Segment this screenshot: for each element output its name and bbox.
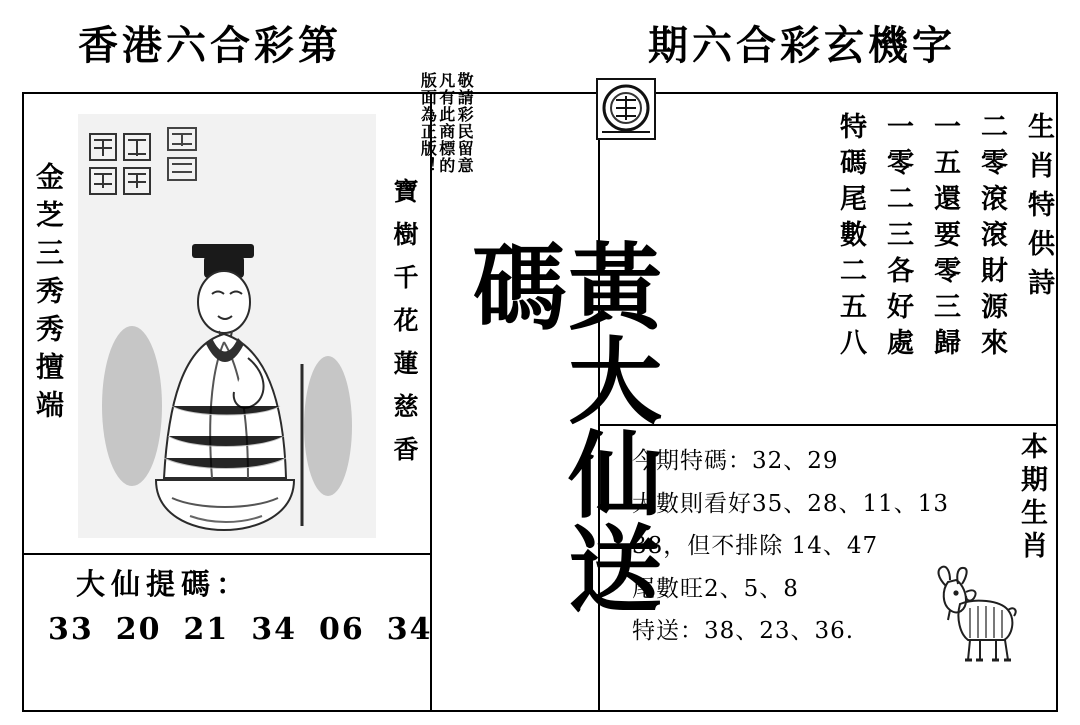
tip-numbers [48, 612, 455, 647]
divider-right-horizontal [600, 424, 1056, 426]
poem-line-3: 一零二三各好處 [882, 112, 913, 364]
notice-line-3: 版面為正版！ [418, 72, 438, 174]
notice-line-2: 凡有此商標的 [436, 72, 456, 174]
poem-line-2: 一五還要零三歸 [929, 112, 960, 364]
left-couplet: 寶樹千花蓮慈香 [390, 178, 419, 479]
deity-illustration [72, 106, 382, 546]
left-motto: 金芝三秀秀擅端 [32, 162, 65, 428]
fortune-poem [612, 112, 1052, 412]
divider-picture-horizontal [24, 553, 430, 555]
tip-number: 06 [319, 612, 365, 647]
poem-line-4: 特碼尾數二五八 [835, 112, 866, 364]
tip-number: 21 [183, 612, 230, 647]
tip-number: 33 [48, 612, 94, 647]
tip-label: 大仙提碼： [76, 567, 252, 601]
prediction-big-numbers: 大數則看好35、28、11、13 [632, 490, 950, 517]
page-title: 黃大仙送碼 [455, 238, 662, 614]
prediction-current: 今期特碼：32、29 [632, 448, 839, 474]
poem-line-1: 二零滾滾財源來 [976, 112, 1007, 364]
poem-title: 生肖特供詩 [1023, 112, 1054, 307]
header-left-title: 香港六合彩第 [78, 22, 342, 69]
page-header [0, 14, 1080, 76]
prediction-exclusions: 38，但不排除 14、47 [632, 533, 879, 560]
prediction-tail-numbers: 尾數旺2、5、8 [632, 575, 799, 602]
header-right-title: 期六合彩玄機字 [648, 22, 956, 69]
prediction-special-gift: 特送：38、23、36. [632, 618, 855, 645]
tip-number: 20 [115, 612, 162, 647]
authenticity-notice [418, 72, 473, 182]
goat-icon [912, 560, 1024, 670]
zodiac-label: 本期生肖 [1016, 432, 1047, 564]
notice-line-1: 敬請彩民留意 [455, 72, 475, 174]
tip-number: 34 [386, 612, 433, 647]
tip-number: 34 [251, 612, 297, 647]
